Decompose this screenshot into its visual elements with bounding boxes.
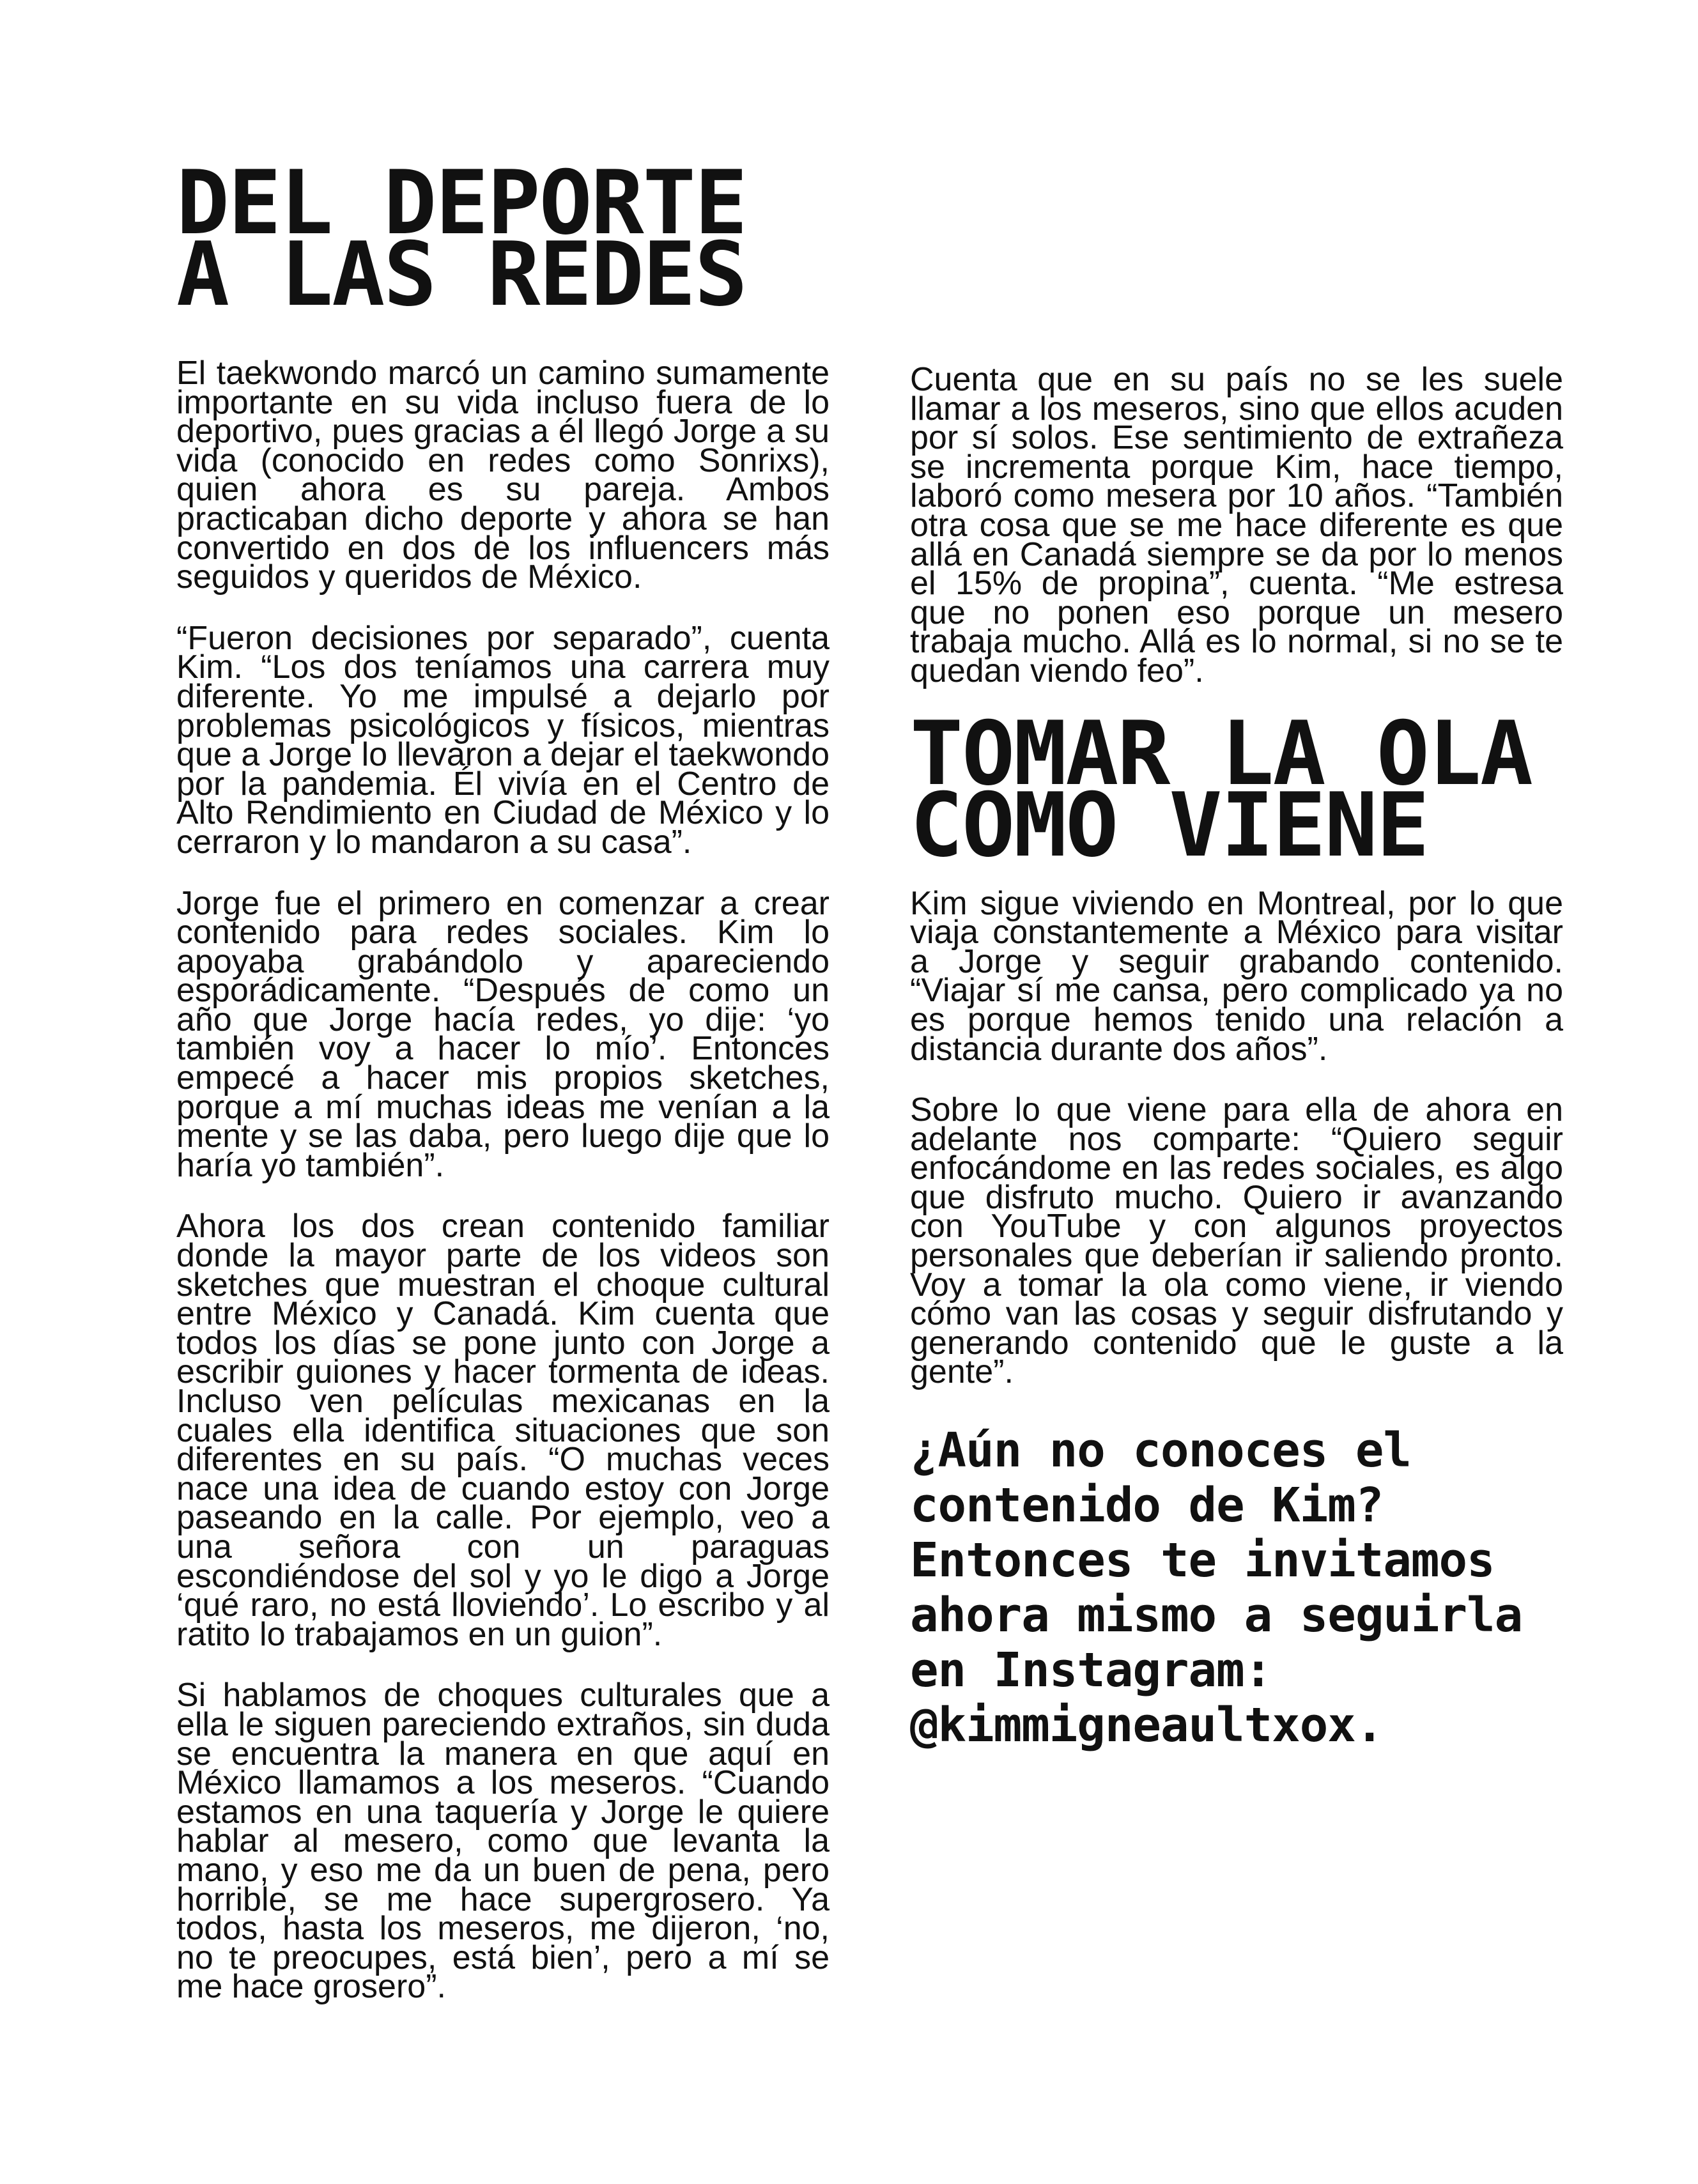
section-heading-del-deporte: DEL DEPORTE A LAS REDES [176,151,746,326]
section-heading-tomar-la-ola: TOMAR LA OLA COMO VIENE [910,702,1532,877]
body-paragraph: Jorge fue el primero en comenzar a crear contenido para redes sociales. Kim lo apoyaba grabándolo y apareciendo esporádicamente. “Después de como un año que Jorge hacía redes, yo dije: ‘yo también voy a hacer lo mío’. Entonces empecé a hacer mis propios sketches, porque a mí muchas ideas me venían a la mente y se las daba, pero luego dije que lo haría yo también”. [176,884,830,1184]
body-paragraph: Si hablamos de choques culturales que a ella le siguen pareciendo extraños, sin duda se encuentra la manera en que aquí en México llamamos a los meseros. “Cuando estamos en una taquería y Jorge le quiere hablar al mesero, como que levanta la mano, y eso me da un buen de pena, pero horrible, se me hace supergrosero. Ya todos, hasta los meseros, me dijeron, ‘no, no te preocupes, está bien’, pero a mí se me hace grosero”. [176,1677,830,2006]
closing-call-to-action: ¿Aún no conoces el contenido de Kim? Entonces te invitamos ahora mismo a seguirla en Instagram: @kimmigneaultxox. [910,1423,1523,1753]
body-paragraph: “Fueron decisiones por separado”, cuenta Kim. “Los dos teníamos una carrera muy diferente. Yo me impulsé a dejarlo por problemas psicológicos y físicos, mientras que a Jorge lo llevaron a dejar el taekwondo por la pandemia. Él vivía en el Centro de Alto Rendimiento en Ciudad de México y lo cerraron y lo mandaron a su casa”. [176,619,830,861]
body-paragraph: Sobre lo que viene para ella de ahora en adelante nos comparte: “Quiero seguir enfocándome en las redes sociales, es algo que disfruto mucho. Quiero ir avanzando con YouTube y con algunos proyectos personales que deberían ir saliendo pronto. Voy a tomar la ola como viene, ir viendo cómo van las cosas y seguir disfrutando y generando contenido que le guste a la gente”. [910,1091,1563,1391]
body-paragraph: Ahora los dos crean contenido familiar donde la mayor parte de los videos son sketches que muestran el choque cultural entre México y Canadá. Kim cuenta que todos los días se pone junto con Jorge a escribir guiones y hacer tormenta de ideas. Incluso ven películas mexicanas en la cuales ella identifica situaciones que son diferentes en su país. “O muchas veces nace una idea de cuando estoy con Jorge paseando en la calle. Por ejemplo, veo a una señora con un paraguas escondiéndose del sol y yo le digo a Jorge ‘qué raro, no está lloviendo’. Lo escribo y al ratito lo trabajamos en un guion”. [176,1208,830,1653]
right-column [910,361,1563,1753]
body-paragraph: Cuenta que en su país no se les suele llamar a los meseros, sino que ellos acuden por sí solos. Ese sentimiento de extrañeza se incrementa porque Kim, hace tiempo, laboró como mesera por 10 años. “También otra cosa que se me hace diferente es que allá en Canadá siempre se da por lo menos el 15% de propina”, cuenta. “Me estresa que no ponen eso porque un mesero trabaja mucho. Allá es lo normal, si no se te quedan viendo feo”. [910,361,1563,689]
body-paragraph: El taekwondo marcó un camino sumamente importante en su vida incluso fuera de lo deportivo, pues gracias a él llegó Jorge a su vida (conocido en redes como Sonrixs), quien ahora es su pareja. Ambos practicaban dicho deporte y ahora se han convertido en dos de los influencers más seguidos y queridos de México. [176,355,830,596]
left-column [176,151,830,2006]
body-paragraph: Kim sigue viviendo en Montreal, por lo que viaja constantemente a México para visitar a Jorge y seguir grabando contenido. “Viajar sí me cansa, pero complicado ya no es porque hemos tenido una relación a distancia durante dos años”. [910,884,1563,1068]
